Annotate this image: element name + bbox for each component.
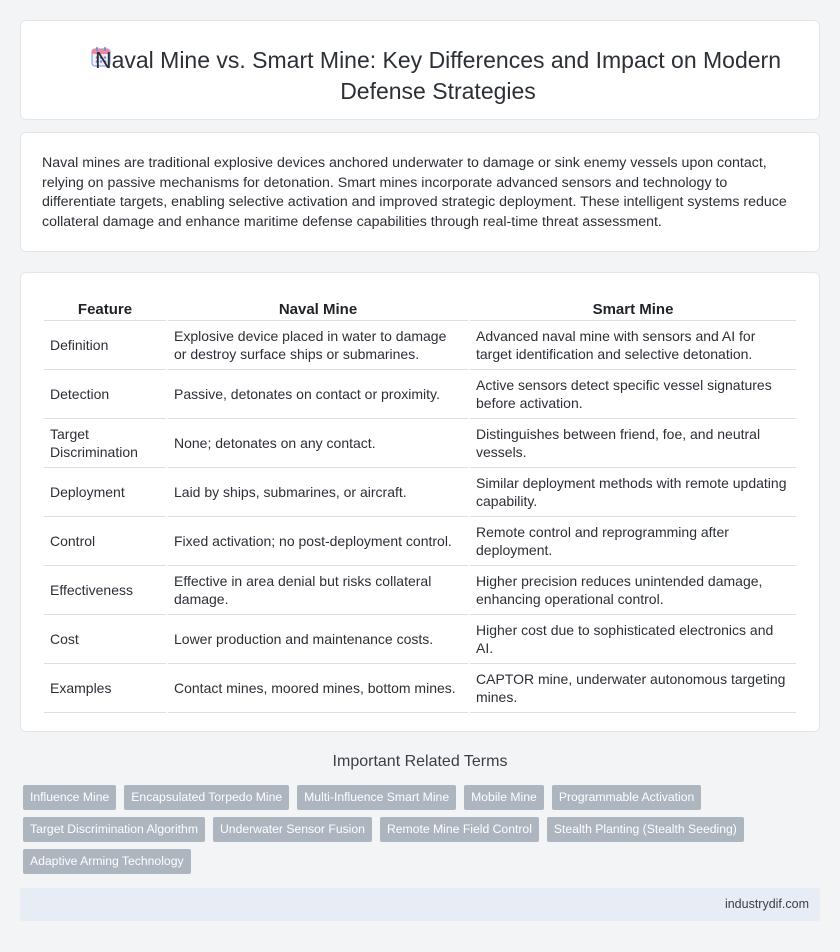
- intro-card: [20, 132, 820, 252]
- smart-mine-cell: CAPTOR mine, underwater autonomous targeting mines.: [470, 664, 796, 713]
- related-term-tag[interactable]: Influence Mine: [23, 785, 116, 810]
- feature-cell: Target Discrimination: [44, 419, 166, 468]
- table-row: [44, 419, 796, 468]
- smart-mine-cell: Similar deployment methods with remote updating capability.: [470, 468, 796, 517]
- smart-mine-cell: Advanced naval mine with sensors and AI for target identification and selective detonation.: [470, 321, 796, 370]
- related-term-tag[interactable]: Remote Mine Field Control: [380, 817, 539, 842]
- naval-mine-cell: Contact mines, moored mines, bottom mines.: [168, 664, 468, 713]
- smart-mine-cell: Distinguishes between friend, foe, and neutral vessels.: [470, 419, 796, 468]
- feature-cell: Cost: [44, 615, 166, 664]
- intro-paragraph: Naval mines are traditional explosive devices anchored underwater to damage or sink enemy vessels upon contact, relying on passive mechanisms for detonation. Smart mines incorporate advanced sensors and technology to differentiate targets, enabling selective activation and improved strategic deployment. These intelligent systems reduce collateral damage and enhance maritime defense capabilities through real-time threat assessment.: [42, 155, 787, 230]
- naval-mine-cell: None; detonates on any contact.: [168, 419, 468, 468]
- naval-mine-cell: Laid by ships, submarines, or aircraft.: [168, 468, 468, 517]
- related-term-tag[interactable]: Target Discrimination Algorithm: [23, 817, 205, 842]
- feature-cell: Examples: [44, 664, 166, 713]
- feature-cell: Deployment: [44, 468, 166, 517]
- related-term-tag[interactable]: Adaptive Arming Technology: [23, 849, 191, 874]
- footer: [20, 888, 820, 921]
- feature-cell: Effectiveness: [44, 566, 166, 615]
- smart-mine-cell: Higher precision reduces unintended damage, enhancing operational control.: [470, 566, 796, 615]
- smart-mine-cell: Higher cost due to sophisticated electronics and AI.: [470, 615, 796, 664]
- comparison-table-card: [20, 272, 820, 732]
- naval-mine-cell: Fixed activation; no post-deployment control.: [168, 517, 468, 566]
- smart-mine-cell: Remote control and reprogramming after deployment.: [470, 517, 796, 566]
- header-feature: Feature: [44, 293, 166, 321]
- feature-cell: Control: [44, 517, 166, 566]
- table-row: [44, 468, 796, 517]
- related-term-tag[interactable]: Programmable Activation: [552, 785, 701, 810]
- header-naval-mine: Naval Mine: [168, 293, 468, 321]
- table-row: [44, 370, 796, 419]
- naval-mine-cell: Effective in area denial but risks collateral damage.: [168, 566, 468, 615]
- related-term-tag[interactable]: Encapsulated Torpedo Mine: [124, 785, 289, 810]
- feature-cell: Definition: [44, 321, 166, 370]
- table-row: [44, 615, 796, 664]
- related-term-tag[interactable]: Underwater Sensor Fusion: [213, 817, 372, 842]
- related-term-tag[interactable]: Mobile Mine: [464, 785, 544, 810]
- related-term-tag[interactable]: Multi-Influence Smart Mine: [297, 785, 456, 810]
- table-row: [44, 664, 796, 713]
- title-card: [20, 20, 820, 120]
- table-row: [44, 566, 796, 615]
- page-title: Naval Mine vs. Smart Mine: Key Differences and Impact on Modern Defense Strategies: [94, 47, 782, 104]
- naval-mine-cell: Lower production and maintenance costs.: [168, 615, 468, 664]
- footer-site-link[interactable]: industrydif.com: [724, 897, 809, 911]
- table-row: [44, 321, 796, 370]
- related-terms-list: [23, 785, 783, 874]
- naval-mine-cell: Explosive device placed in water to damage or destroy surface ships or submarines.: [168, 321, 468, 370]
- related-terms-title: Important Related Terms: [332, 753, 508, 770]
- naval-mine-cell: Passive, detonates on contact or proximity.: [168, 370, 468, 419]
- table-header-row: [44, 293, 796, 321]
- table-row: [44, 517, 796, 566]
- comparison-table: [42, 293, 798, 713]
- feature-cell: Detection: [44, 370, 166, 419]
- smart-mine-cell: Active sensors detect specific vessel signatures before activation.: [470, 370, 796, 419]
- related-term-tag[interactable]: Stealth Planting (Stealth Seeding): [547, 817, 744, 842]
- header-smart-mine: Smart Mine: [470, 293, 796, 321]
